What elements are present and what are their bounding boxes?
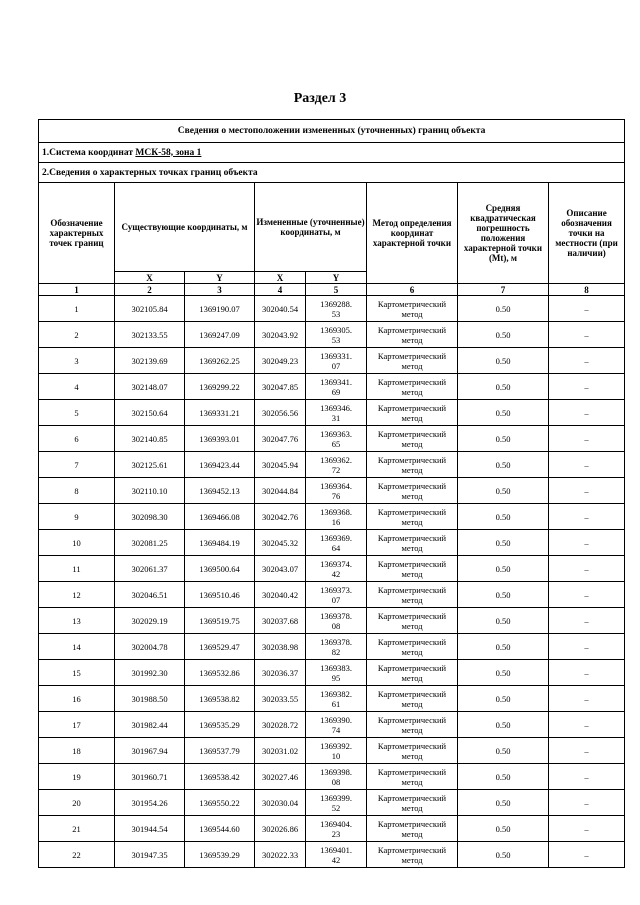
- precision-cell: 0.50: [458, 530, 549, 556]
- table-row: [39, 348, 625, 374]
- method-cell: Картометрический метод: [367, 790, 458, 816]
- existing-x-cell: 302046.51: [115, 582, 185, 608]
- changed-y-cell: 1369288. 53: [306, 296, 367, 322]
- method-cell: Картометрический метод: [367, 504, 458, 530]
- table-row: [39, 400, 625, 426]
- existing-x-cell: 301944.54: [115, 816, 185, 842]
- changed-x-cell: 302056.56: [255, 400, 306, 426]
- existing-y-cell: 1369529.47: [185, 634, 255, 660]
- table-row: [39, 764, 625, 790]
- description-cell: –: [549, 530, 625, 556]
- changed-x-cell: 302028.72: [255, 712, 306, 738]
- table-row: [39, 504, 625, 530]
- point-id-cell: 10: [39, 530, 115, 556]
- changed-y-cell: 1369369. 64: [306, 530, 367, 556]
- point-id-cell: 13: [39, 608, 115, 634]
- existing-x-cell: 302098.30: [115, 504, 185, 530]
- existing-x-cell: 302125.61: [115, 452, 185, 478]
- table-row: [39, 738, 625, 764]
- coord-system-value: МСК-58, зона 1: [135, 147, 202, 158]
- point-id-cell: 8: [39, 478, 115, 504]
- changed-y-cell: 1369368. 16: [306, 504, 367, 530]
- table-row: [39, 582, 625, 608]
- col-number: 8: [549, 284, 625, 296]
- header-point-id: Обозначение характерных точек границ: [39, 183, 115, 284]
- col-number: 3: [185, 284, 255, 296]
- table-row: [39, 452, 625, 478]
- description-cell: –: [549, 764, 625, 790]
- column-number-row: [39, 284, 625, 296]
- changed-x-cell: 302044.84: [255, 478, 306, 504]
- table-row: [39, 712, 625, 738]
- method-cell: Картометрический метод: [367, 842, 458, 868]
- changed-y-cell: 1369331. 07: [306, 348, 367, 374]
- method-cell: Картометрический метод: [367, 764, 458, 790]
- changed-y-cell: 1369383. 95: [306, 660, 367, 686]
- table-row: [39, 634, 625, 660]
- description-cell: –: [549, 686, 625, 712]
- existing-y-cell: 1369544.60: [185, 816, 255, 842]
- point-id-cell: 3: [39, 348, 115, 374]
- existing-y-cell: 1369423.44: [185, 452, 255, 478]
- existing-x-cell: 301988.50: [115, 686, 185, 712]
- existing-y-cell: 1369466.08: [185, 504, 255, 530]
- existing-x-cell: 301947.35: [115, 842, 185, 868]
- existing-y-cell: 1369393.01: [185, 426, 255, 452]
- changed-x-cell: 302036.37: [255, 660, 306, 686]
- description-cell: –: [549, 478, 625, 504]
- point-id-cell: 11: [39, 556, 115, 582]
- existing-y-cell: 1369550.22: [185, 790, 255, 816]
- existing-x-cell: 302139.69: [115, 348, 185, 374]
- point-id-cell: 16: [39, 686, 115, 712]
- point-id-cell: 6: [39, 426, 115, 452]
- changed-x-cell: 302040.42: [255, 582, 306, 608]
- precision-cell: 0.50: [458, 582, 549, 608]
- col-number: 5: [306, 284, 367, 296]
- changed-y-cell: 1369382. 61: [306, 686, 367, 712]
- description-cell: –: [549, 556, 625, 582]
- precision-cell: 0.50: [458, 816, 549, 842]
- existing-x-cell: 301954.26: [115, 790, 185, 816]
- description-cell: –: [549, 842, 625, 868]
- description-cell: –: [549, 426, 625, 452]
- method-cell: Картометрический метод: [367, 608, 458, 634]
- method-cell: Картометрический метод: [367, 816, 458, 842]
- precision-cell: 0.50: [458, 842, 549, 868]
- description-cell: –: [549, 400, 625, 426]
- existing-y-cell: 1369538.42: [185, 764, 255, 790]
- existing-y-cell: 1369262.25: [185, 348, 255, 374]
- description-cell: –: [549, 634, 625, 660]
- coord-system-prefix: 1.Система координат: [42, 147, 136, 158]
- method-cell: Картометрический метод: [367, 322, 458, 348]
- changed-x-cell: 302049.23: [255, 348, 306, 374]
- changed-x-cell: 302027.46: [255, 764, 306, 790]
- existing-x-cell: 302061.37: [115, 556, 185, 582]
- existing-y-cell: 1369538.82: [185, 686, 255, 712]
- changed-y-cell: 1369390. 74: [306, 712, 367, 738]
- description-cell: –: [549, 816, 625, 842]
- description-cell: –: [549, 660, 625, 686]
- existing-y-cell: 1369537.79: [185, 738, 255, 764]
- table-row: [39, 426, 625, 452]
- description-cell: –: [549, 738, 625, 764]
- existing-x-cell: 302110.10: [115, 478, 185, 504]
- existing-y-cell: 1369519.75: [185, 608, 255, 634]
- precision-cell: 0.50: [458, 634, 549, 660]
- existing-x-cell: 302148.07: [115, 374, 185, 400]
- changed-y-cell: 1369341. 69: [306, 374, 367, 400]
- point-id-cell: 9: [39, 504, 115, 530]
- table-caption: Сведения о местоположении измененных (уточненных) границ объекта: [39, 120, 625, 143]
- method-cell: Картометрический метод: [367, 582, 458, 608]
- point-id-cell: 14: [39, 634, 115, 660]
- existing-y-cell: 1369535.29: [185, 712, 255, 738]
- description-cell: –: [549, 322, 625, 348]
- method-cell: Картометрический метод: [367, 400, 458, 426]
- changed-y-cell: 1369363. 65: [306, 426, 367, 452]
- description-cell: –: [549, 790, 625, 816]
- method-cell: Картометрический метод: [367, 296, 458, 322]
- precision-cell: 0.50: [458, 374, 549, 400]
- precision-cell: 0.50: [458, 452, 549, 478]
- method-cell: Картометрический метод: [367, 374, 458, 400]
- description-cell: –: [549, 296, 625, 322]
- changed-x-cell: 302026.86: [255, 816, 306, 842]
- changed-x-cell: 302038.98: [255, 634, 306, 660]
- precision-cell: 0.50: [458, 608, 549, 634]
- existing-x-cell: 302004.78: [115, 634, 185, 660]
- col-number: 6: [367, 284, 458, 296]
- description-cell: –: [549, 712, 625, 738]
- point-id-cell: 1: [39, 296, 115, 322]
- table-row: [39, 816, 625, 842]
- description-cell: –: [549, 608, 625, 634]
- col-number: 2: [115, 284, 185, 296]
- precision-cell: 0.50: [458, 322, 549, 348]
- existing-x-cell: 302105.84: [115, 296, 185, 322]
- precision-cell: 0.50: [458, 660, 549, 686]
- existing-x-cell: 301982.44: [115, 712, 185, 738]
- method-cell: Картометрический метод: [367, 712, 458, 738]
- existing-x-cell: 301992.30: [115, 660, 185, 686]
- changed-y-cell: 1369378. 82: [306, 634, 367, 660]
- method-cell: Картометрический метод: [367, 348, 458, 374]
- existing-y-cell: 1369500.64: [185, 556, 255, 582]
- point-id-cell: 2: [39, 322, 115, 348]
- changed-y-cell: 1369305. 53: [306, 322, 367, 348]
- method-cell: Картометрический метод: [367, 556, 458, 582]
- point-id-cell: 20: [39, 790, 115, 816]
- description-cell: –: [549, 504, 625, 530]
- changed-y-cell: 1369374. 42: [306, 556, 367, 582]
- changed-x-cell: 302047.85: [255, 374, 306, 400]
- point-id-cell: 5: [39, 400, 115, 426]
- changed-x-cell: 302031.02: [255, 738, 306, 764]
- header-changed-coords: Измененные (уточненные) координаты, м: [255, 183, 367, 272]
- changed-y-cell: 1369378. 08: [306, 608, 367, 634]
- method-cell: Картометрический метод: [367, 634, 458, 660]
- precision-cell: 0.50: [458, 686, 549, 712]
- precision-cell: 0.50: [458, 478, 549, 504]
- point-id-cell: 19: [39, 764, 115, 790]
- header-changed-x: X: [255, 272, 306, 284]
- method-cell: Картометрический метод: [367, 660, 458, 686]
- existing-x-cell: 302140.85: [115, 426, 185, 452]
- col-number: 7: [458, 284, 549, 296]
- header-existing-x: X: [115, 272, 185, 284]
- existing-x-cell: 302133.55: [115, 322, 185, 348]
- existing-y-cell: 1369299.22: [185, 374, 255, 400]
- existing-y-cell: 1369484.19: [185, 530, 255, 556]
- precision-cell: 0.50: [458, 400, 549, 426]
- existing-y-cell: 1369190.07: [185, 296, 255, 322]
- existing-x-cell: 302081.25: [115, 530, 185, 556]
- existing-y-cell: 1369539.29: [185, 842, 255, 868]
- changed-y-cell: 1369398. 08: [306, 764, 367, 790]
- method-cell: Картометрический метод: [367, 686, 458, 712]
- method-cell: Картометрический метод: [367, 530, 458, 556]
- precision-cell: 0.50: [458, 348, 549, 374]
- table-row: [39, 296, 625, 322]
- method-cell: Картометрический метод: [367, 426, 458, 452]
- changed-x-cell: 302043.92: [255, 322, 306, 348]
- existing-y-cell: 1369247.09: [185, 322, 255, 348]
- table-row: [39, 322, 625, 348]
- existing-x-cell: 302029.19: [115, 608, 185, 634]
- point-id-cell: 12: [39, 582, 115, 608]
- header-description: Описание обозначения точки на местности (при наличии): [549, 183, 625, 284]
- point-id-cell: 15: [39, 660, 115, 686]
- description-cell: –: [549, 452, 625, 478]
- header-precision: Средняя квадратическая погрешность положения характерной точки (Mt), м: [458, 183, 549, 284]
- col-number: 1: [39, 284, 115, 296]
- description-cell: –: [549, 374, 625, 400]
- boundary-points-table: [38, 119, 625, 868]
- changed-y-cell: 1369404. 23: [306, 816, 367, 842]
- point-id-cell: 17: [39, 712, 115, 738]
- point-id-cell: 7: [39, 452, 115, 478]
- precision-cell: 0.50: [458, 712, 549, 738]
- point-id-cell: 21: [39, 816, 115, 842]
- table-row: [39, 608, 625, 634]
- precision-cell: 0.50: [458, 426, 549, 452]
- changed-x-cell: 302040.54: [255, 296, 306, 322]
- existing-y-cell: 1369452.13: [185, 478, 255, 504]
- changed-x-cell: 302043.07: [255, 556, 306, 582]
- precision-cell: 0.50: [458, 764, 549, 790]
- coord-system-row: [39, 143, 625, 163]
- changed-y-cell: 1369346. 31: [306, 400, 367, 426]
- points-section-header: 2.Сведения о характерных точках границ объекта: [39, 163, 625, 183]
- point-id-cell: 18: [39, 738, 115, 764]
- point-id-cell: 4: [39, 374, 115, 400]
- table-row: [39, 530, 625, 556]
- changed-y-cell: 1369401. 42: [306, 842, 367, 868]
- changed-y-cell: 1369392. 10: [306, 738, 367, 764]
- table-row: [39, 374, 625, 400]
- changed-x-cell: 302030.04: [255, 790, 306, 816]
- changed-x-cell: 302047.76: [255, 426, 306, 452]
- method-cell: Картометрический метод: [367, 738, 458, 764]
- changed-x-cell: 302037.68: [255, 608, 306, 634]
- table-row: [39, 478, 625, 504]
- changed-y-cell: 1369399. 52: [306, 790, 367, 816]
- header-changed-y: Y: [306, 272, 367, 284]
- changed-x-cell: 302045.94: [255, 452, 306, 478]
- changed-x-cell: 302022.33: [255, 842, 306, 868]
- header-existing-y: Y: [185, 272, 255, 284]
- point-id-cell: 22: [39, 842, 115, 868]
- existing-x-cell: 301967.94: [115, 738, 185, 764]
- changed-x-cell: 302045.32: [255, 530, 306, 556]
- changed-y-cell: 1369364. 76: [306, 478, 367, 504]
- table-row: [39, 686, 625, 712]
- header-existing-coords: Существующие координаты, м: [115, 183, 255, 272]
- table-row: [39, 556, 625, 582]
- changed-x-cell: 302042.76: [255, 504, 306, 530]
- precision-cell: 0.50: [458, 790, 549, 816]
- table-row: [39, 790, 625, 816]
- description-cell: –: [549, 582, 625, 608]
- existing-y-cell: 1369532.86: [185, 660, 255, 686]
- precision-cell: 0.50: [458, 738, 549, 764]
- description-cell: –: [549, 348, 625, 374]
- changed-x-cell: 302033.55: [255, 686, 306, 712]
- changed-y-cell: 1369373. 07: [306, 582, 367, 608]
- existing-x-cell: 302150.64: [115, 400, 185, 426]
- section-title: Раздел 3: [293, 91, 347, 106]
- col-number: 4: [255, 284, 306, 296]
- method-cell: Картометрический метод: [367, 452, 458, 478]
- existing-y-cell: 1369510.46: [185, 582, 255, 608]
- header-method: Метод определения координат характерной точки: [367, 183, 458, 284]
- precision-cell: 0.50: [458, 556, 549, 582]
- method-cell: Картометрический метод: [367, 478, 458, 504]
- existing-y-cell: 1369331.21: [185, 400, 255, 426]
- existing-x-cell: 301960.71: [115, 764, 185, 790]
- precision-cell: 0.50: [458, 504, 549, 530]
- precision-cell: 0.50: [458, 296, 549, 322]
- table-row: [39, 660, 625, 686]
- table-row: [39, 842, 625, 868]
- changed-y-cell: 1369362. 72: [306, 452, 367, 478]
